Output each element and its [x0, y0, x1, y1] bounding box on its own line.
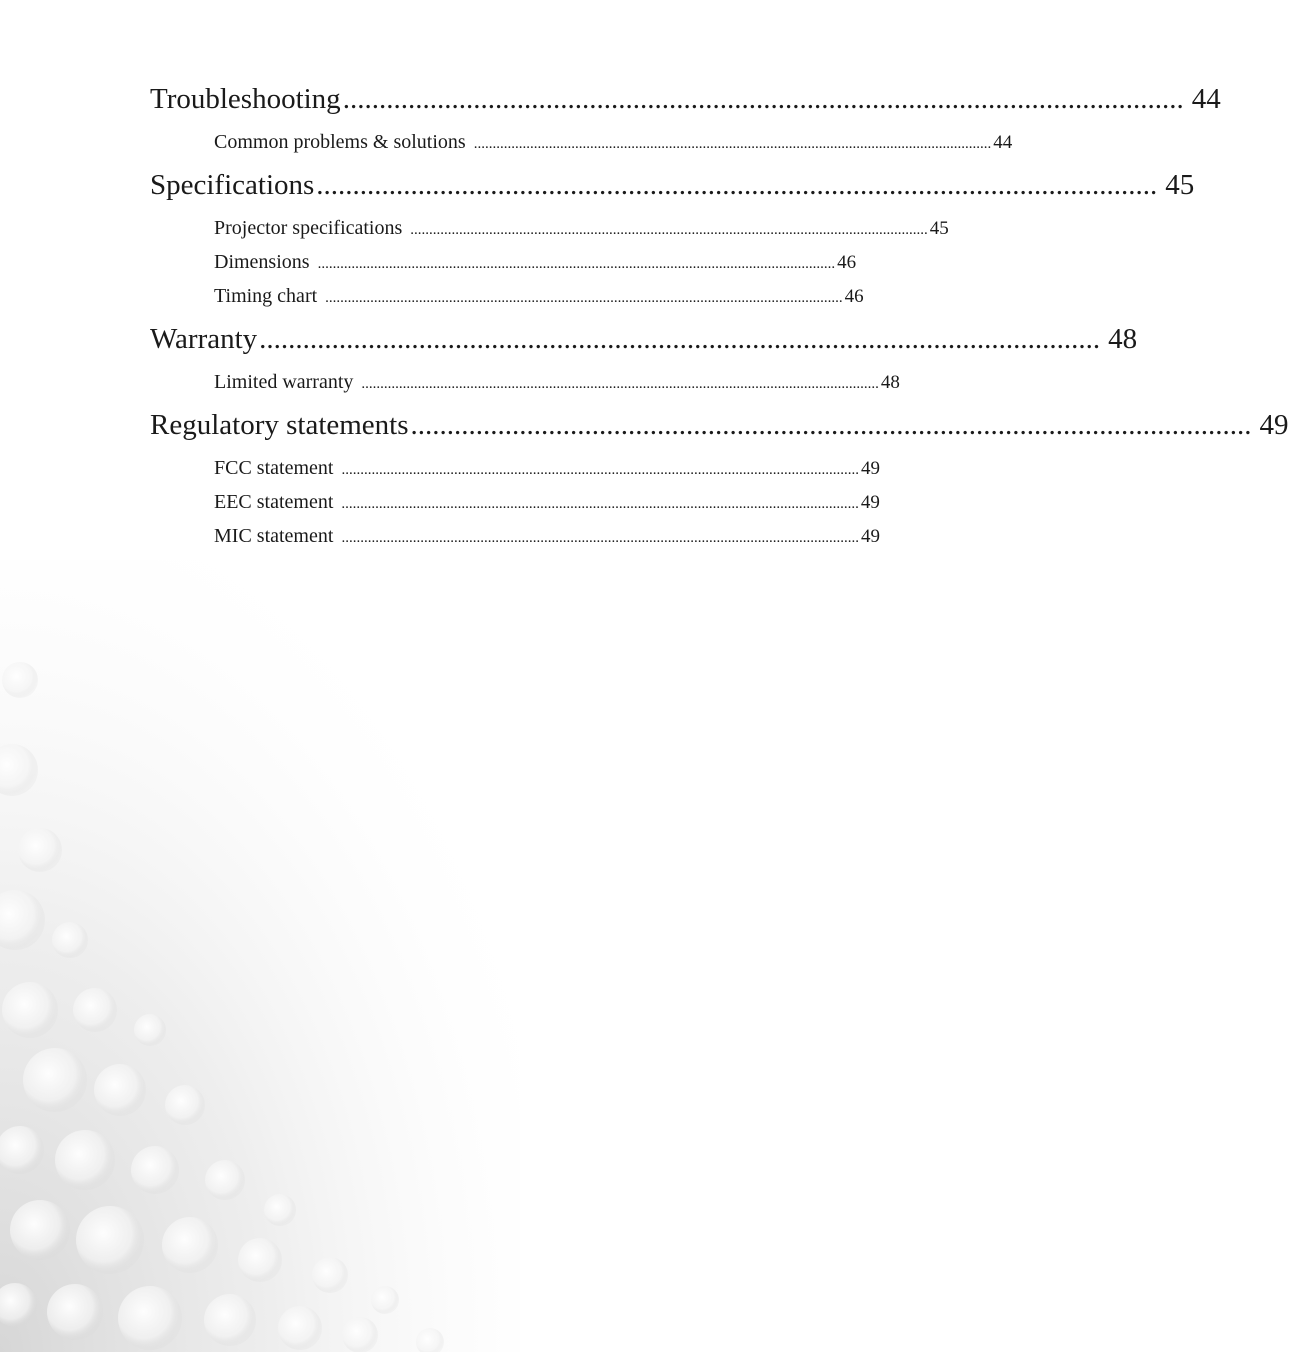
dot-leader: ....................................................................................................................: [342, 83, 1184, 115]
toc-subentry-page: 44: [993, 132, 1013, 153]
dot-leader: ..........................................................................................................................................: [473, 136, 992, 152]
toc-subentry-title: Timing chart: [214, 285, 318, 307]
toc-subentry-dimensions[interactable]: [150, 245, 857, 279]
toc-entry-regulatory-statements[interactable]: [150, 404, 1289, 447]
dot-leader: ....................................................................................................................: [316, 169, 1158, 201]
toc-entry-title: Warranty: [150, 323, 258, 355]
toc-entry-title: Regulatory statements: [150, 409, 409, 441]
toc-section-regulatory-statements: [150, 404, 1289, 553]
toc-subentry-title: Common problems & solutions: [214, 131, 466, 153]
toc-entry-page: 45: [1165, 169, 1195, 201]
toc-subentry-title: MIC statement: [214, 525, 334, 547]
toc-entry-title: Troubleshooting: [150, 83, 341, 115]
toc-subentry-title: Dimensions: [214, 251, 310, 273]
dot-leader: ..........................................................................................................................................: [410, 222, 928, 238]
dot-leader: ..........................................................................................................................................: [317, 256, 836, 272]
toc-section-warranty: [150, 318, 1138, 399]
toc-subentry-timing-chart[interactable]: [150, 279, 864, 313]
toc-subentry-common-problems[interactable]: [150, 125, 1013, 159]
toc-section-troubleshooting: [150, 78, 1221, 159]
toc-entry-title: Specifications: [150, 169, 315, 201]
dot-leader: ..........................................................................................................................................: [341, 462, 859, 478]
toc-subentry-page: 46: [844, 286, 864, 307]
toc-subentry-title: Limited warranty: [214, 371, 354, 393]
toc-entry-specifications[interactable]: [150, 164, 1195, 207]
dot-leader: ....................................................................................................................: [259, 323, 1101, 355]
toc-subentry-title: FCC statement: [214, 457, 334, 479]
background-bubble-pattern: [0, 560, 520, 1352]
toc-entry-page: 44: [1191, 83, 1221, 115]
toc-section-specifications: [150, 164, 1195, 313]
toc-subentry-title: EEC statement: [214, 491, 334, 513]
dot-leader: ..........................................................................................................................................: [325, 290, 843, 306]
toc-subentry-page: 49: [860, 526, 880, 547]
toc-entry-warranty[interactable]: [150, 318, 1138, 361]
dot-leader: ..........................................................................................................................................: [341, 496, 859, 512]
toc-subentry-title: Projector specifications: [214, 217, 403, 239]
dot-leader: ....................................................................................................................: [410, 409, 1252, 441]
table-of-contents: [150, 78, 1289, 558]
toc-entry-page: 48: [1108, 323, 1138, 355]
toc-subentry-page: 45: [929, 218, 949, 239]
toc-subentry-projector-specifications[interactable]: [150, 211, 949, 245]
dot-leader: ..........................................................................................................................................: [341, 530, 859, 546]
toc-subentry-page: 49: [860, 458, 880, 479]
toc-subentry-page: 46: [837, 252, 857, 273]
toc-entry-page: 49: [1259, 409, 1289, 441]
toc-subentry-page: 49: [860, 492, 880, 513]
toc-subentry-page: 48: [880, 372, 900, 393]
toc-subentry-fcc-statement[interactable]: [150, 451, 880, 485]
toc-subentry-mic-statement[interactable]: [150, 519, 880, 553]
toc-subentry-eec-statement[interactable]: [150, 485, 880, 519]
toc-entry-troubleshooting[interactable]: [150, 78, 1221, 121]
dot-leader: ..........................................................................................................................................: [361, 376, 879, 392]
toc-subentry-limited-warranty[interactable]: [150, 365, 900, 399]
